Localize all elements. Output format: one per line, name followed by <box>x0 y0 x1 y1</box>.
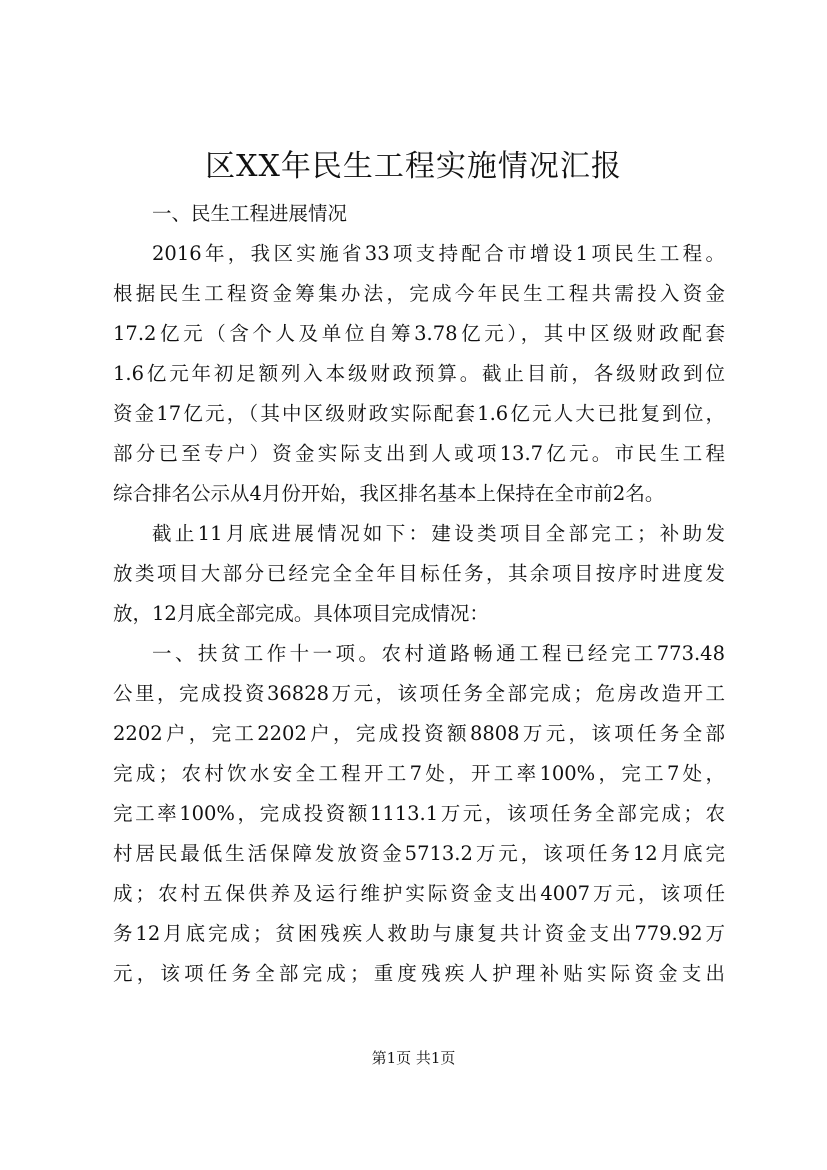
body-line: 村居民最低生活保障发放资金5713.2万元，该项任务12月底完 <box>113 842 725 865</box>
body-line: 元，该项任务全部完成；重度残疾人护理补贴实际资金支出 <box>113 962 725 985</box>
body-line: 务12月底完成；贫困残疾人救助与康复共计资金支出779.92万 <box>113 922 725 945</box>
page-footer: 第1页 共1页 <box>371 1049 456 1067</box>
body-line: 公里，完成投资36828万元，该项任务全部完成；危房改造开工 <box>113 682 725 705</box>
body-line: 1.6亿元年初足额列入本级财政预算。截止目前，各级财政到位 <box>113 362 725 385</box>
body-line: 2016年，我区实施省33项支持配合市增设1项民生工程。 <box>152 242 725 265</box>
document-body <box>113 194 725 994</box>
body-line: 综合排名公示从4月份开始，我区排名基本上保持在全市前2名。 <box>113 482 665 505</box>
body-line: 17.2亿元（含个人及单位自筹3.78亿元），其中区级财政配套 <box>113 322 725 345</box>
body-line: 截止11月底进展情况如下：建设类项目全部完工；补助发 <box>152 522 725 545</box>
body-line: 部分已至专户）资金实际支出到人或项13.7亿元。市民生工程 <box>113 442 725 465</box>
body-line: 成；农村五保供养及运行维护实际资金支出4007万元，该项任 <box>113 882 725 905</box>
body-line: 资金17亿元，（其中区级财政实际配套1.6亿元人大已批复到位， <box>113 402 725 425</box>
document-title: 区XX年民生工程实施情况汇报 <box>205 149 622 184</box>
body-line: 2202户，完工2202户，完成投资额8808万元，该项任务全部 <box>113 722 725 745</box>
body-line: 完成；农村饮水安全工程开工7处，开工率100%，完工7处， <box>113 762 725 785</box>
body-line: 根据民生工程资金筹集办法，完成今年民生工程共需投入资金 <box>113 282 725 305</box>
body-line: 一、扶贫工作十一项。农村道路畅通工程已经完工773.48 <box>152 642 725 665</box>
body-line: 放，12月底全部完成。具体项目完成情况： <box>113 602 489 625</box>
body-line: 一、民生工程进展情况 <box>152 202 348 225</box>
body-line: 放类项目大部分已经完全全年目标任务，其余项目按序时进度发 <box>113 562 725 585</box>
body-line: 完工率100%，完成投资额1113.1万元，该项任务全部完成；农 <box>113 802 725 825</box>
